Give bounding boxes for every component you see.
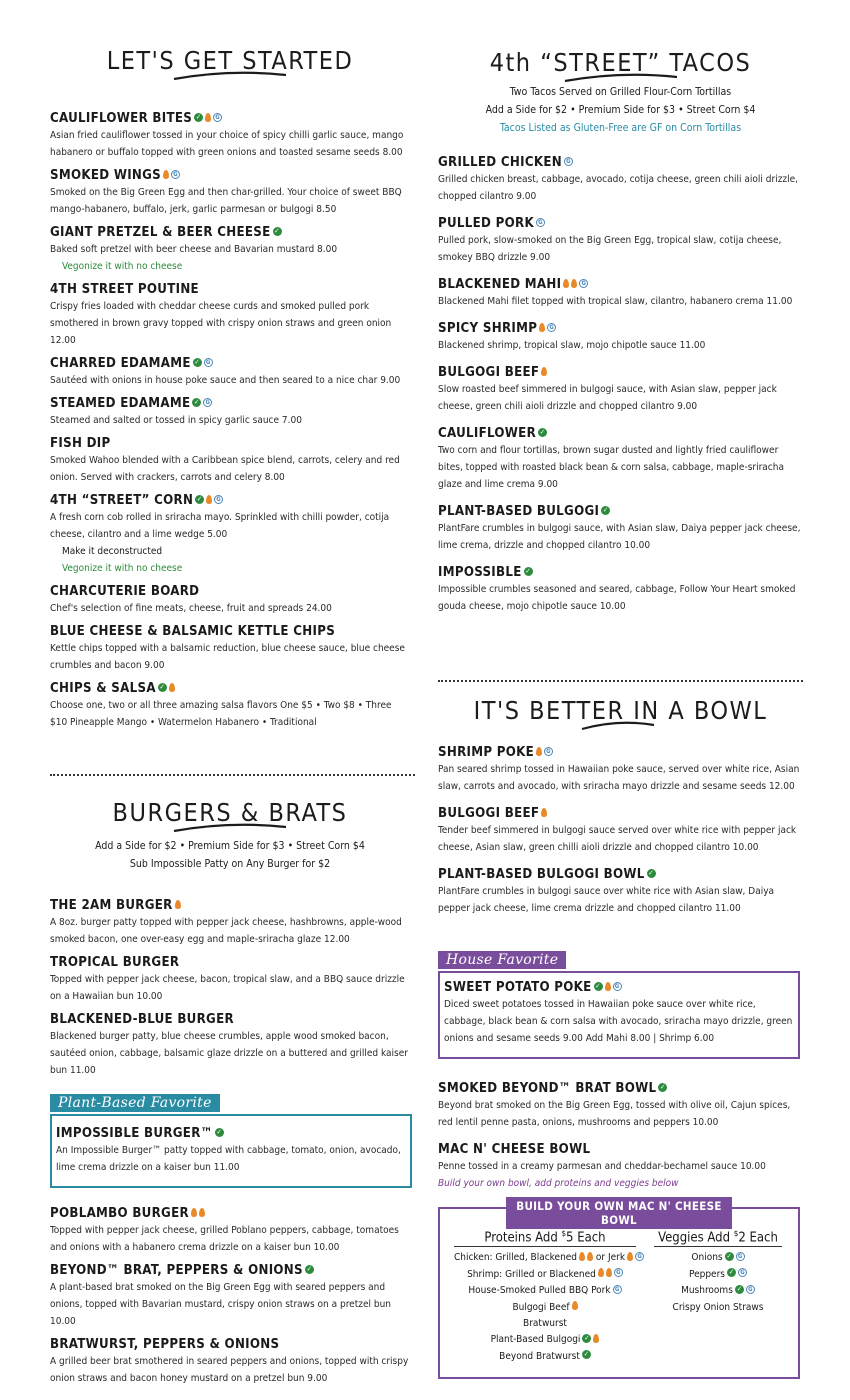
menu-item: [438, 1081, 803, 1131]
menu-item-description: Topped with pepper jack cheese, grilled Poblano peppers, cabbage, tomatoes and onions with a habanero crema drizzle on a kaiser bun 10.00: [50, 1225, 399, 1253]
menu-item-name-text: SPICY SHRIMP: [438, 321, 538, 336]
spicy-flame-icon: [163, 170, 169, 179]
vegetarian-icon: ✓: [602, 505, 609, 514]
mac-option-text: Bulgogi Beef: [512, 1301, 570, 1313]
spicy-flame-icon: [571, 279, 577, 288]
plant-based-favorite-item: [52, 1116, 410, 1176]
menu-item-name-text: THE 2AM BURGER: [50, 898, 173, 913]
mac-option: [454, 1300, 636, 1316]
mac-proteins-heading: Proteins Add $5 Each: [454, 1229, 636, 1247]
menu-item: [50, 1337, 410, 1387]
dotted-divider: [438, 680, 803, 682]
menu-item: [50, 436, 410, 486]
menu-item-description: Baked soft pretzel with beer cheese and Bavarian mustard 8.00: [50, 244, 338, 255]
menu-item-name: [50, 1012, 410, 1028]
mac-build-title: BUILD YOUR OWN MAC N' CHEESE BOWL: [506, 1197, 732, 1229]
menu-item-name-text: FISH DIP: [50, 436, 111, 451]
section-title: LET'S GET STARTED: [106, 46, 354, 75]
spicy-flame-icon: [205, 113, 211, 122]
vegetarian-icon: ✓: [595, 981, 601, 990]
spicy-flame-icon: [606, 1268, 612, 1277]
menu-item-name-text: MAC N' CHEESE BOWL: [438, 1142, 591, 1157]
mac-option-text: or Jerk: [593, 1252, 626, 1264]
menu-item-name-text: SMOKED WINGS: [50, 168, 162, 183]
mac-option: [654, 1283, 782, 1299]
gluten-free-icon: G: [613, 1285, 622, 1294]
gluten-free-icon: G: [203, 398, 212, 407]
spicy-flame-icon: [175, 900, 181, 909]
menu-item-description: Pan seared shrimp tossed in Hawaiian poke sauce, served over white rice, Asian slaw, carrots and avocado, with sriracha mayo drizzle and sesame seeds 12.00: [438, 764, 800, 792]
menu-item-name: [50, 225, 410, 241]
menu-item-name-text: BEYOND™ BRAT, PEPPERS & ONIONS: [50, 1263, 303, 1278]
mac-option: [454, 1332, 636, 1348]
menu-item-name: [438, 1081, 803, 1097]
menu-item-description: Smoked Wahoo blended with a Caribbean spice blend, carrots, celery and red onion. Served with crackers, carrots and celery 8.00: [50, 455, 400, 483]
tacos-subtitle-tortillas: Two Tacos Served on Grilled Flour-Corn Tortillas: [509, 86, 732, 98]
vegetarian-icon: ✓: [194, 397, 200, 406]
menu-item: [50, 356, 410, 389]
menu-item-description: A plant-based brat smoked on the Big Green Egg with seared peppers and onions, topped with Bavarian mustard, crispy onion straws on a pretzel bun 10.00: [50, 1282, 391, 1327]
menu-item: [50, 168, 410, 218]
gluten-free-icon: G: [171, 170, 180, 179]
section-title: 4th “STREET” TACOS: [489, 48, 752, 77]
gluten-free-icon: G: [544, 747, 553, 756]
menu-item-description: A 8oz. burger patty topped with pepper jack cheese, hashbrowns, apple-wood smoked bacon, one over-easy egg and maple-sriracha glaze 12.00: [50, 917, 402, 945]
spicy-flame-icon: [539, 323, 545, 332]
menu-item-description: Blackened burger patty, blue cheese crumbles, apple wood smoked bacon, sautéed onion, cabbage, balsamic glaze drizzle on a buttered and grilled kaiser bun 11.00: [50, 1031, 408, 1076]
mac-option: [454, 1267, 636, 1283]
vegetarian-icon: ✓: [194, 357, 201, 366]
vegetarian-icon: ✓: [159, 682, 166, 691]
gluten-free-icon: G: [614, 1268, 623, 1277]
menu-item-name: [438, 504, 803, 520]
spicy-flame-icon: [541, 808, 547, 817]
menu-item-description: Pulled pork, slow-smoked on the Big Green Egg, tropical slaw, cotija cheese, smokey BBQ drizzle 9.00: [438, 235, 782, 263]
menu-item-name: [50, 955, 410, 971]
vegetarian-icon: ✓: [216, 1127, 223, 1136]
menu-item-name-text: BLUE CHEESE & BALSAMIC KETTLE CHIPS: [50, 624, 336, 639]
mac-option: [654, 1300, 782, 1316]
menu-item-description: PlantFare crumbles in bulgogi sauce, with Asian slaw, Daiya pepper jack cheese, lime crema, drizzle and chopped cilantro 10.00: [438, 523, 801, 551]
bowl-list-2: [438, 1081, 803, 1203]
mac-option-text: Onions: [691, 1252, 723, 1264]
menu-item-name: [50, 396, 410, 412]
menu-item-name-text: CAULIFLOWER BITES: [50, 111, 193, 126]
house-favorite-item: [440, 973, 798, 1047]
mac-option-text: Beyond Bratwurst: [499, 1350, 580, 1362]
menu-item-name-text: SWEET POTATO POKE: [444, 980, 592, 995]
build-your-own-note: Build your own bowl, add proteins and veggies below: [438, 1178, 679, 1189]
vegetarian-icon: ✓: [726, 1251, 732, 1260]
menu-item-description: Beyond brat smoked on the Big Green Egg, tossed with olive oil, Cajun spices, red lentil penne pasta, onions, mushrooms and peppers 10.00: [438, 1100, 791, 1128]
menu-item-name: [438, 155, 803, 171]
menu-item-name-text: BULGOGI BEEF: [438, 365, 540, 380]
spicy-flame-icon: [541, 367, 547, 376]
spicy-flame-icon: [536, 747, 542, 756]
mac-option-text: Mushrooms: [681, 1285, 733, 1297]
menu-item-description: Kettle chips topped with a balsamic reduction, blue cheese sauce, blue cheese crumbles and bacon 9.00: [50, 643, 405, 671]
gluten-free-icon: G: [635, 1252, 644, 1261]
burgers-subtitle-impossible: Sub Impossible Patty on Any Burger for $2: [129, 858, 331, 870]
burgers-list: [50, 898, 410, 1086]
menu-item: [50, 225, 410, 275]
menu-item: [438, 155, 803, 205]
gluten-free-icon: G: [738, 1268, 747, 1277]
burgers-subtitle-sides: Add a Side for $2 • Premium Side for $3 • Street Corn $4: [95, 840, 365, 852]
menu-item-name-text: POBLAMBO BURGER: [50, 1206, 189, 1221]
section-title: BURGERS & BRATS: [112, 798, 348, 827]
menu-item: [50, 1012, 410, 1079]
menu-item-name-text: BULGOGI BEEF: [438, 806, 540, 821]
menu-item-name-text: IMPOSSIBLE BURGER™: [56, 1126, 213, 1141]
vegonize-note: Vegonize it with no cheese: [62, 261, 183, 272]
menu-item-name-text: BRATWURST, PEPPERS & ONIONS: [50, 1337, 280, 1352]
menu-item-name: [50, 356, 410, 372]
menu-item-name-text: PLANT-BASED BULGOGI BOWL: [438, 867, 645, 882]
menu-item-name-text: CHARRED EDAMAME: [50, 356, 191, 371]
menu-item-description: Choose one, two or all three amazing salsa flavors One $5 • Two $8 • Three $10 Pineapple Mango • Watermelon Habanero • Traditional: [50, 700, 392, 728]
menu-item-name-text: 4TH “STREET” CORN: [50, 493, 194, 508]
menu-item: [438, 806, 803, 856]
mac-option: [454, 1283, 636, 1299]
menu-item-name-text: CAULIFLOWER: [438, 426, 537, 441]
menu-item-name: [438, 277, 803, 293]
mac-option: [454, 1316, 636, 1332]
menu-item: [438, 321, 803, 354]
menu-item-description: Diced sweet potatoes tossed in Hawaiian poke sauce over white rice, cabbage, black bean & corn salsa with avocado, sriracha mayo drizzle, green onions and sesame seeds 9.00 Add Mahi 8.00 | Shrimp 6.00: [444, 999, 793, 1044]
menu-item-description: Impossible crumbles seasoned and seared, cabbage, Follow Your Heart smoked gouda cheese, mojo chipotle sauce 10.00: [438, 584, 796, 612]
mac-option-text: House-Smoked Pulled BBQ Pork: [468, 1285, 611, 1297]
menu-item-name: [50, 584, 410, 600]
tacos-list: [438, 155, 803, 626]
menu-item-description: An Impossible Burger™ patty topped with cabbage, tomato, onion, avocado, lime crema drizzle on a kaiser bun 11.00: [56, 1145, 401, 1173]
vegetarian-icon: ✓: [306, 1264, 313, 1273]
menu-item-name: [438, 565, 803, 581]
menu-item-description: Penne tossed in a creamy parmesan and cheddar-bechamel sauce 10.00: [438, 1161, 766, 1172]
menu-item: [50, 624, 410, 674]
menu-item: [50, 396, 410, 429]
menu-item: [438, 365, 803, 415]
menu-item-name: [438, 806, 803, 822]
menu-item: [438, 745, 803, 795]
vegetarian-icon: ✓: [196, 494, 203, 503]
menu-item-description: Blackened shrimp, tropical slaw, mojo chipotle sauce 11.00: [438, 340, 706, 351]
menu-item-name-text: TROPICAL BURGER: [50, 955, 180, 970]
mac-proteins-list: [454, 1250, 642, 1365]
menu-item-name: [50, 168, 410, 184]
menu-item-name: [50, 681, 410, 697]
menu-item: [438, 565, 803, 615]
menu-item-name-text: BLACKENED MAHI: [438, 277, 562, 292]
menu-item-description: Asian fried cauliflower tossed in your choice of spicy chilli garlic sauce, mango habanero or buffalo topped with green onions and toasted sesame seeds 8.00: [50, 130, 404, 158]
gluten-free-icon: G: [564, 157, 573, 166]
menu-item-name: [438, 321, 803, 337]
menu-item: [50, 1206, 410, 1256]
spicy-flame-icon: [191, 1208, 197, 1217]
menu-item-name: [438, 365, 803, 381]
menu-item-name: [50, 1206, 410, 1222]
menu-item-description: A fresh corn cob rolled in sriracha mayo. Sprinkled with chilli powder, cotija cheese, cilantro and a lime wedge 5.00: [50, 512, 390, 540]
menu-item-name: [56, 1126, 406, 1142]
mac-option: [654, 1267, 782, 1283]
section-bowl: [438, 696, 803, 731]
house-favorite-box: [438, 952, 800, 1059]
menu-item-description: Topped with pepper jack cheese, bacon, tropical slaw, and a BBQ sauce drizzle on a Hawaiian bun 10.00: [50, 974, 405, 1002]
vegetarian-icon: ✓: [584, 1333, 590, 1342]
menu-item: [438, 426, 803, 493]
mac-option: [454, 1250, 642, 1266]
tacos-subtitle-sides: Add a Side for $2 • Premium Side for $3 • Street Corn $4: [485, 104, 756, 116]
menu-item-description: A grilled beer brat smothered in seared peppers and onions, topped with crispy onion straws and bacon honey mustard on a pretzel bun 9.00: [50, 1356, 409, 1384]
menu-item-name-text: GIANT PRETZEL & BEER CHEESE: [50, 225, 271, 240]
vegetarian-icon: ✓: [525, 566, 531, 575]
vegetarian-icon: ✓: [728, 1268, 735, 1277]
menu-item: [50, 282, 410, 349]
mac-veggies-list: [654, 1250, 782, 1316]
menu-item-name: [50, 624, 410, 640]
mac-option-text: Crispy Onion Straws: [672, 1301, 764, 1313]
menu-item: [438, 277, 803, 310]
menu-item-name-text: PLANT-BASED BULGOGI: [438, 504, 600, 519]
menu-item-name: [50, 1263, 410, 1279]
menu-item: [444, 980, 794, 1047]
menu-item-name-text: PULLED PORK: [438, 216, 534, 231]
plant-based-favorite-box: [50, 1095, 412, 1188]
menu-item: [438, 216, 803, 266]
menu-item-name: [50, 111, 410, 127]
section-title: IT'S BETTER IN A BOWL: [473, 696, 768, 725]
menu-item-name-text: STEAMED EDAMAME: [50, 396, 191, 411]
menu-item: [50, 1263, 410, 1330]
menu-item-description: Chef's selection of fine meats, cheese, fruit and spreads 24.00: [50, 603, 332, 614]
menu-item-name: [438, 867, 803, 883]
menu-item: [438, 1142, 803, 1192]
vegetarian-icon: ✓: [539, 427, 546, 436]
menu-item-description: Tender beef simmered in bulgogi sauce served over white rice with pepper jack cheese, Asian slaw, green chilli aioli drizzle and chopped cilantro 10.00: [438, 825, 797, 853]
menu-item-name-text: BLACKENED-BLUE BURGER: [50, 1012, 234, 1027]
menu-item-name-text: SHRIMP POKE: [438, 745, 535, 760]
gluten-free-icon: G: [746, 1285, 755, 1294]
menu-item: [50, 955, 410, 1005]
house-favorite-label: House Favorite: [438, 951, 566, 969]
menu-item: [56, 1126, 406, 1176]
spicy-flame-icon: [587, 1252, 593, 1261]
mac-build-box: [438, 1199, 800, 1379]
menu-item-name-text: CHARCUTERIE BOARD: [50, 584, 200, 599]
vegonize-note: Vegonize it with no cheese: [62, 563, 183, 574]
menu-item-name: [438, 216, 803, 232]
mac-option-text: Chicken: Grilled, Blackened: [454, 1252, 578, 1264]
menu-item-name-text: GRILLED CHICKEN: [438, 155, 562, 170]
menu-item: [50, 111, 410, 161]
spicy-flame-icon: [605, 982, 611, 991]
menu-item-name-text: SMOKED BEYOND™ BRAT BOWL: [438, 1081, 657, 1096]
mac-veggies-heading: Veggies Add $2 Each: [654, 1229, 782, 1247]
menu-item: [50, 493, 410, 577]
spicy-flame-icon: [563, 279, 569, 288]
section-tacos: [438, 48, 803, 137]
menu-item: [438, 867, 803, 917]
menu-item-description: Sautéed with onions in house poke sauce and then seared to a nice char 9.00: [50, 375, 401, 386]
vegetarian-icon: ✓: [648, 868, 654, 877]
spicy-flame-icon: [169, 683, 175, 692]
gluten-free-icon: G: [214, 495, 223, 504]
spicy-flame-icon: [206, 495, 212, 504]
mac-option-text: Bratwurst: [523, 1317, 567, 1329]
bowl-list: [438, 745, 803, 928]
menu-item: [50, 898, 410, 948]
vegetarian-icon: ✓: [195, 112, 202, 121]
menu-item-description: Blackened Mahi filet topped with tropical slaw, cilantro, habanero crema 11.00: [438, 296, 793, 307]
gluten-free-icon: G: [613, 982, 622, 991]
menu-item-note: Make it deconstructed: [62, 546, 163, 557]
dotted-divider: [50, 774, 415, 776]
vegetarian-icon: ✓: [660, 1082, 666, 1091]
menu-item-name-text: CHIPS & SALSA: [50, 681, 156, 696]
spicy-flame-icon: [579, 1252, 585, 1261]
spicy-flame-icon: [627, 1252, 633, 1261]
gluten-free-icon: G: [579, 279, 588, 288]
menu-item: [50, 584, 410, 617]
menu-item-name: [438, 426, 803, 442]
plant-based-favorite-label: Plant-Based Favorite: [50, 1094, 220, 1112]
mac-proteins-column: [454, 1229, 642, 1365]
spicy-flame-icon: [572, 1301, 578, 1310]
menu-item-name-text: 4TH STREET POUTINE: [50, 282, 199, 297]
vegetarian-icon: ✓: [274, 226, 280, 235]
gluten-free-icon: G: [536, 218, 545, 227]
menu-item-name: [50, 493, 410, 509]
spicy-flame-icon: [598, 1268, 604, 1277]
gluten-free-icon: G: [204, 358, 213, 367]
gluten-free-icon: G: [547, 323, 556, 332]
menu-item-name: [444, 980, 794, 996]
section-lets-get-started: [50, 46, 410, 81]
menu-item: [438, 504, 803, 554]
menu-item-description: Two corn and flour tortillas, brown sugar dusted and lightly fried cauliflower bites, topped with roasted black bean & corn salsa, cabbage, maple-sriracha glaze and lime crema 9.00: [438, 445, 784, 490]
menu-item-description: Crispy fries loaded with cheddar cheese curds and smoked pulled pork smothered in brown gravy topped with crispy onion straws and green onion 12.00: [50, 301, 392, 346]
mac-option-text: Peppers: [689, 1268, 725, 1280]
menu-item-name-text: IMPOSSIBLE: [438, 565, 522, 580]
menu-item-description: Slow roasted beef simmered in bulgogi sauce, with Asian slaw, pepper jack cheese, green chili aioli drizzle and chopped cilantro 9.00: [438, 384, 777, 412]
vegetarian-icon: ✓: [583, 1350, 589, 1359]
mac-option: [654, 1250, 782, 1266]
starters-list: [50, 111, 410, 738]
menu-item: [50, 681, 410, 731]
mac-option-text: Shrimp: Grilled or Blackened: [467, 1268, 596, 1280]
menu-item-description: Grilled chicken breast, cabbage, avocado, cotija cheese, green chili aioli drizzle, chopped cilantro 9.00: [438, 174, 799, 202]
menu-item-name: [50, 282, 410, 298]
menu-item-name: [438, 745, 803, 761]
section-burgers: [50, 798, 410, 873]
mac-option-text: Plant-Based Bulgogi: [490, 1334, 581, 1346]
mac-option: [454, 1349, 636, 1365]
tacos-subtitle-gf: Tacos Listed as Gluten-Free are GF on Corn Tortillas: [499, 122, 742, 134]
spicy-flame-icon: [593, 1334, 599, 1343]
burgers-list-2: [50, 1206, 410, 1394]
menu-item-description: Steamed and salted or tossed in spicy garlic sauce 7.00: [50, 415, 302, 426]
vegetarian-icon: ✓: [736, 1284, 743, 1293]
menu-item-name: [50, 436, 410, 452]
menu-item-name: [438, 1142, 803, 1158]
gluten-free-icon: G: [736, 1252, 745, 1261]
menu-item-description: PlantFare crumbles in bulgogi sauce over white rice with Asian slaw, Daiya pepper jack cheese, lime crema drizzle and chopped cilantro 11.00: [438, 886, 775, 914]
mac-veggies-column: [654, 1229, 782, 1316]
menu-item-name: [50, 898, 410, 914]
menu-item-name: [50, 1337, 410, 1353]
menu-item-description: Smoked on the Big Green Egg and then char-grilled. Your choice of sweet BBQ mango-habanero, buffalo, jerk, garlic parmesan or bulgogi 8.50: [50, 187, 402, 215]
gluten-free-icon: G: [213, 113, 222, 122]
spicy-flame-icon: [199, 1208, 205, 1217]
